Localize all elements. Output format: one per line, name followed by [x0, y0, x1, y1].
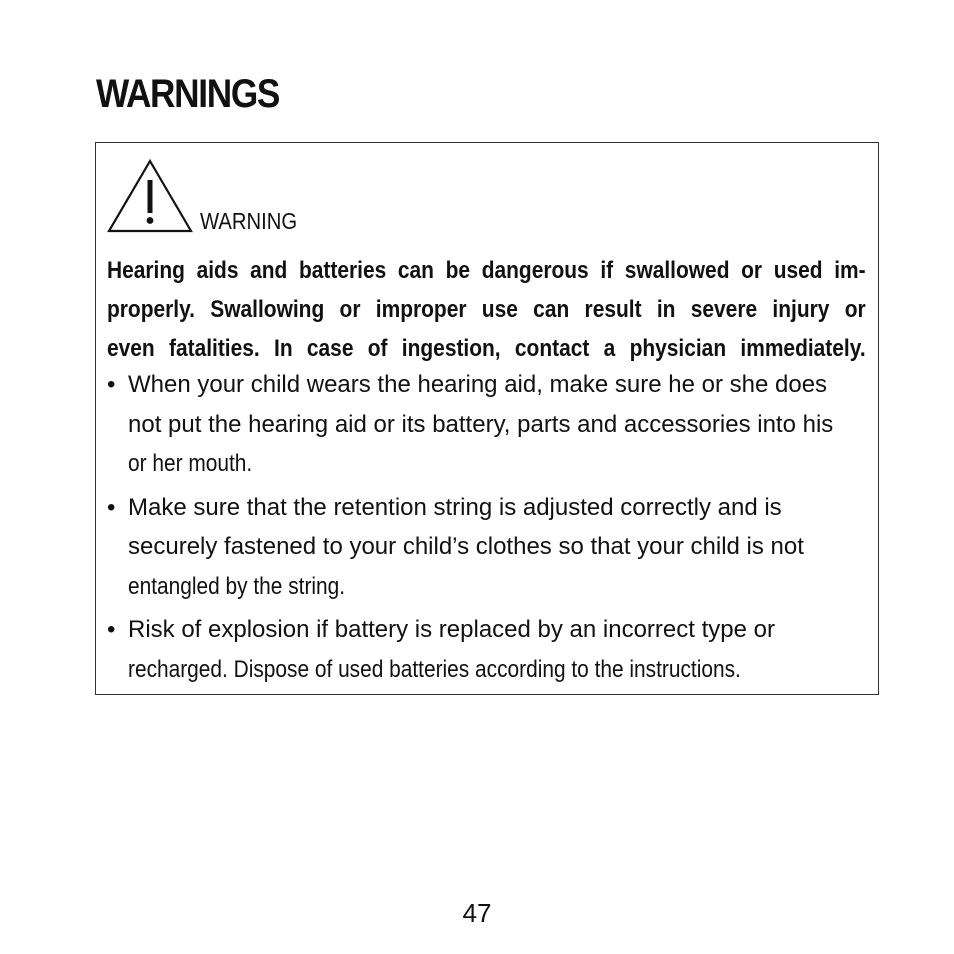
warning-label: WARNING	[200, 208, 298, 234]
bullet-line: Risk of explosion if battery is replaced by an incorrect type or	[128, 616, 775, 643]
intro-line: properly. Swallowing or improper use can result in severe injury or	[107, 296, 866, 323]
bullet-line: securely fastened to your child’s clothes so that your child is not	[128, 533, 804, 560]
list-item	[107, 488, 870, 607]
warning-box	[95, 142, 879, 695]
warning-intro-text	[107, 251, 866, 368]
warning-triangle-icon	[107, 158, 193, 234]
intro-line: Hearing aids and batteries can be dangerous if swallowed or used im-	[107, 257, 866, 284]
list-item	[107, 365, 870, 484]
bullet-line: When your child wears the hearing aid, make sure he or she does	[128, 371, 828, 398]
bullet-marker: •	[107, 493, 116, 521]
bullet-line: or her mouth.	[128, 450, 253, 477]
bullet-line: Make sure that the retention string is adjusted correctly and is	[128, 493, 782, 521]
page-number: 47	[462, 898, 492, 928]
warning-bullet-list	[107, 365, 870, 693]
list-item	[107, 610, 870, 689]
bullet-line: not put the hearing aid or its battery, parts and accessories into his	[128, 410, 834, 438]
bullet-line: recharged. Dispose of used batteries according to the instructions.	[128, 655, 741, 683]
bullet-marker: •	[107, 371, 116, 398]
bullet-marker: •	[107, 616, 116, 643]
bullet-line: entangled by the string.	[128, 572, 346, 600]
intro-line: even fatalities. In case of ingestion, contact a physician immediately.	[107, 335, 866, 362]
page-title: WARNINGS	[96, 72, 280, 116]
